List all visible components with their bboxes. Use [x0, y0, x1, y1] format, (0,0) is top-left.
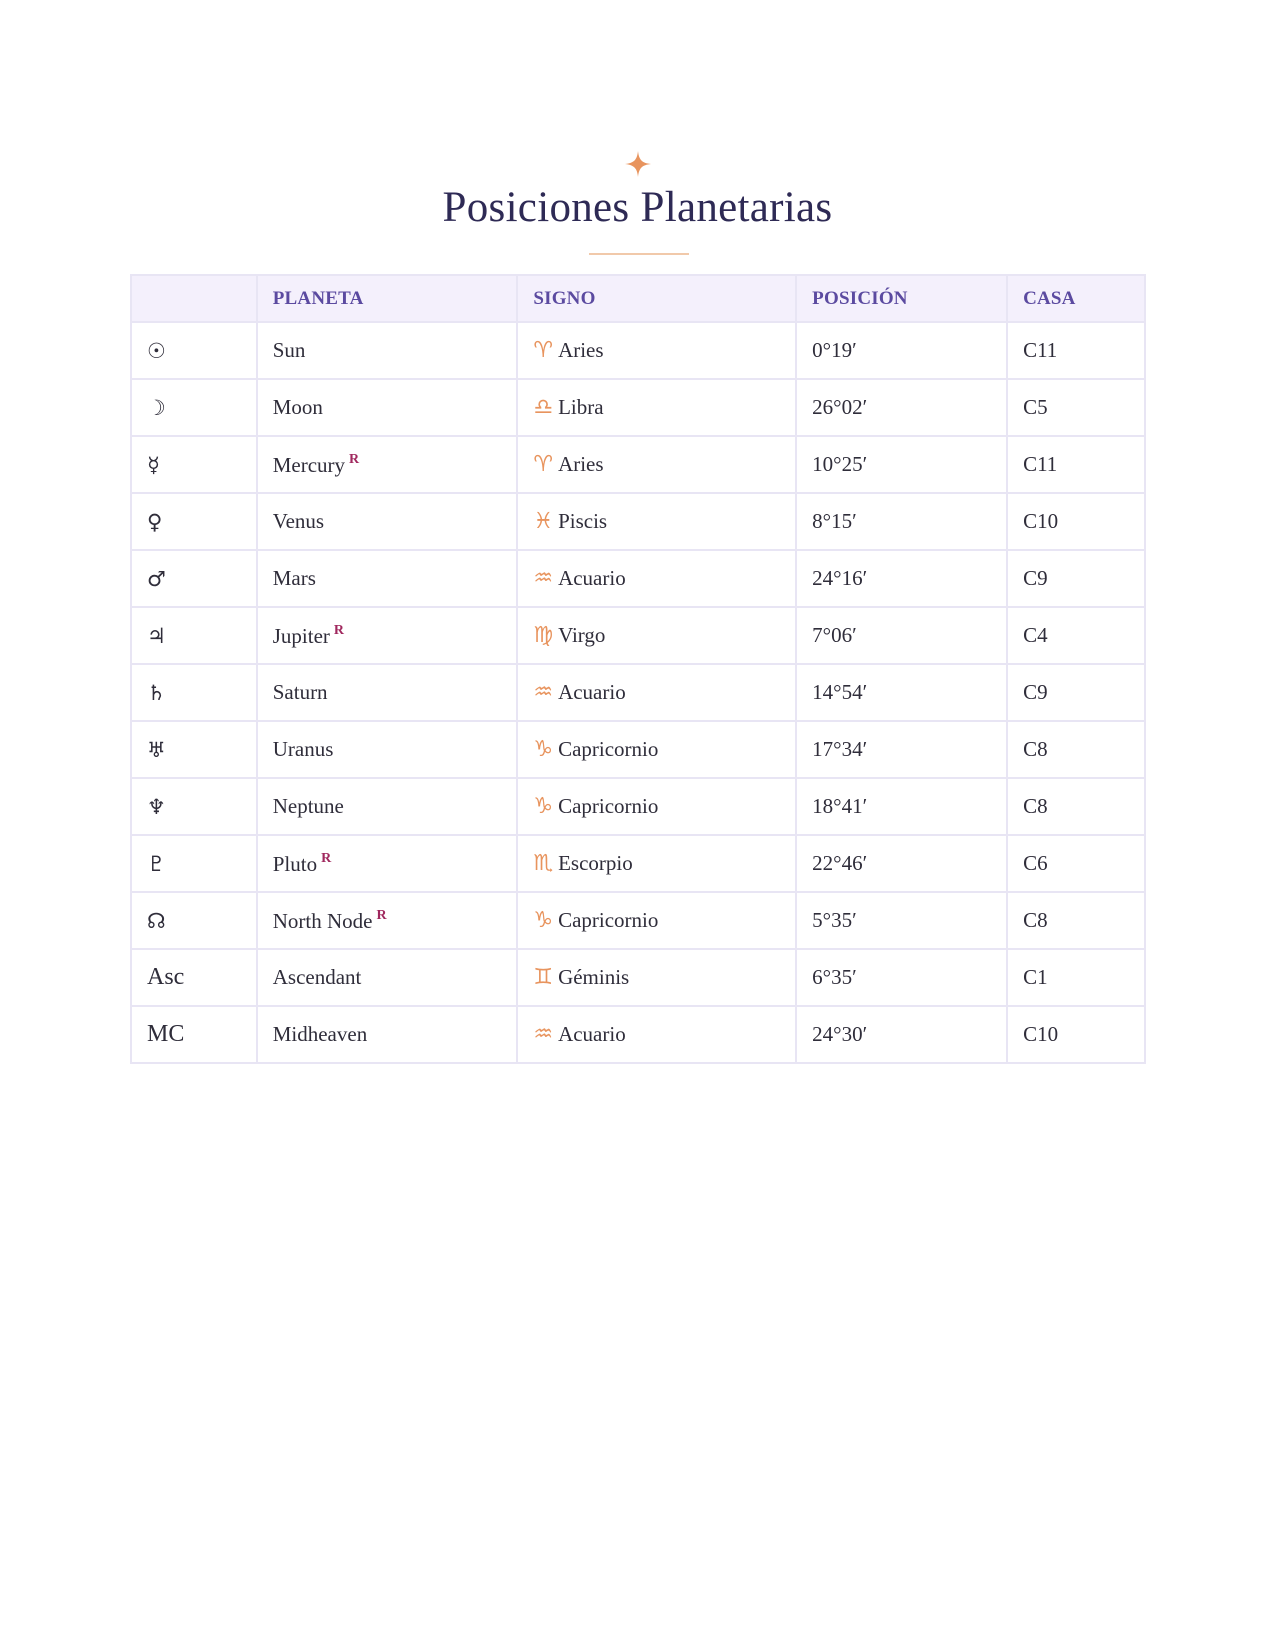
- planet-cell: [257, 721, 518, 778]
- four-point-star-icon: [625, 151, 651, 177]
- jupiter-icon: ♃: [131, 607, 257, 664]
- house-cell: C8: [1007, 778, 1145, 835]
- sign-name: Libra: [558, 395, 604, 419]
- sign-cell: [517, 436, 796, 493]
- house-cell: C1: [1007, 949, 1145, 1006]
- position-cell: 8°15′: [796, 493, 1007, 550]
- capricorn-icon: ♑: [533, 794, 554, 819]
- sign-name: Virgo: [558, 623, 606, 647]
- column-header-house: CASA: [1007, 275, 1145, 322]
- sign-cell: [517, 379, 796, 436]
- sign-cell: [517, 892, 796, 949]
- sign-name: Géminis: [558, 965, 630, 989]
- sign-cell: [517, 607, 796, 664]
- planet-name: Midheaven: [272, 1022, 368, 1046]
- planet-cell: [257, 607, 518, 664]
- house-cell: C9: [1007, 664, 1145, 721]
- column-header-planet: PLANETA: [257, 275, 518, 322]
- sign-cell: [517, 778, 796, 835]
- position-cell: 0°19′: [796, 322, 1007, 379]
- planet-name: Saturn: [272, 680, 328, 704]
- table-row: [131, 550, 1145, 607]
- sign-name: Capricornio: [558, 737, 659, 761]
- planet-name: Sun: [272, 338, 306, 362]
- planet-cell: [257, 322, 518, 379]
- planet-name: Ascendant: [272, 965, 362, 989]
- planet-name: Pluto: [272, 851, 318, 876]
- position-cell: 26°02′: [796, 379, 1007, 436]
- sign-name: Aries: [558, 338, 604, 362]
- neptune-icon: ♆: [131, 778, 257, 835]
- capricorn-icon: ♑: [533, 737, 554, 762]
- house-cell: C8: [1007, 721, 1145, 778]
- planet-cell: [257, 550, 518, 607]
- house-cell: C5: [1007, 379, 1145, 436]
- pluto-icon: ♇: [131, 835, 257, 892]
- planet-cell: [257, 778, 518, 835]
- retrograde-badge: R: [333, 622, 345, 638]
- capricorn-icon: ♑: [533, 908, 554, 933]
- planet-cell: [257, 1006, 518, 1063]
- planet-cell: [257, 892, 518, 949]
- aries-icon: ♈: [533, 338, 554, 363]
- column-header-position: POSICIÓN: [796, 275, 1007, 322]
- position-cell: 24°16′: [796, 550, 1007, 607]
- scorpio-icon: ♏: [533, 851, 554, 876]
- aquarius-icon: ♒: [533, 566, 554, 591]
- house-cell: C10: [1007, 1006, 1145, 1063]
- position-cell: 18°41′: [796, 778, 1007, 835]
- table-row: [131, 949, 1145, 1006]
- retrograde-badge: R: [376, 907, 387, 923]
- sign-name: Escorpio: [558, 851, 633, 875]
- house-cell: C10: [1007, 493, 1145, 550]
- planet-name: Mars: [272, 566, 316, 590]
- planetary-positions-table: [130, 274, 1146, 1064]
- sign-cell: [517, 1006, 796, 1063]
- mercury-icon: ☿: [131, 436, 257, 493]
- position-cell: 5°35′: [796, 892, 1007, 949]
- position-cell: 7°06′: [796, 607, 1007, 664]
- table-row: [131, 664, 1145, 721]
- mars-icon: ♂: [131, 550, 257, 607]
- position-cell: 6°35′: [796, 949, 1007, 1006]
- uranus-icon: ♅: [131, 721, 257, 778]
- position-cell: 24°30′: [796, 1006, 1007, 1063]
- aries-icon: ♈: [533, 452, 554, 477]
- table-row: [131, 607, 1145, 664]
- planet-cell: [257, 436, 518, 493]
- planet-name: Uranus: [272, 737, 334, 761]
- aquarius-icon: ♒: [533, 680, 554, 705]
- table-row: [131, 1006, 1145, 1063]
- title-divider: [589, 253, 689, 255]
- planet-name: Neptune: [272, 794, 344, 818]
- sign-cell: [517, 664, 796, 721]
- sign-cell: [517, 721, 796, 778]
- column-header-sign: SIGNO: [517, 275, 796, 322]
- table-row: [131, 379, 1145, 436]
- sign-cell: [517, 949, 796, 1006]
- retrograde-badge: R: [349, 451, 360, 467]
- gemini-icon: ♊: [533, 965, 554, 990]
- table-row: [131, 493, 1145, 550]
- planet-cell: [257, 835, 518, 892]
- table-row: [131, 835, 1145, 892]
- house-cell: C11: [1007, 436, 1145, 493]
- house-cell: C9: [1007, 550, 1145, 607]
- sign-cell: [517, 550, 796, 607]
- table-row: [131, 721, 1145, 778]
- planet-name: Jupiter: [272, 623, 330, 648]
- pisces-icon: ♓: [533, 509, 554, 534]
- planet-cell: [257, 379, 518, 436]
- house-cell: C4: [1007, 607, 1145, 664]
- house-cell: C6: [1007, 835, 1145, 892]
- column-header-glyph: [131, 275, 257, 322]
- table-row: [131, 436, 1145, 493]
- sign-name: Aries: [558, 452, 604, 476]
- midheaven-label: MC: [131, 1006, 257, 1063]
- position-cell: 10°25′: [796, 436, 1007, 493]
- table-header-row: [131, 275, 1145, 322]
- sign-name: Capricornio: [558, 908, 659, 932]
- planet-name: Venus: [272, 509, 325, 533]
- table-row: [131, 322, 1145, 379]
- planet-cell: [257, 493, 518, 550]
- aquarius-icon: ♒: [533, 1022, 554, 1047]
- moon-icon: ☽: [131, 379, 257, 436]
- sign-cell: [517, 835, 796, 892]
- venus-icon: ♀: [131, 493, 257, 550]
- sign-cell: [517, 322, 796, 379]
- sign-name: Acuario: [558, 680, 626, 704]
- table-row: [131, 892, 1145, 949]
- planet-name: Moon: [272, 395, 323, 419]
- virgo-icon: ♍: [533, 623, 554, 648]
- planet-cell: [257, 949, 518, 1006]
- sign-name: Capricornio: [558, 794, 659, 818]
- position-cell: 14°54′: [796, 664, 1007, 721]
- libra-icon: ♎: [533, 395, 554, 420]
- planet-name: North Node: [272, 908, 373, 933]
- planet-name: Mercury: [272, 452, 346, 477]
- north-node-icon: ☊: [131, 892, 257, 949]
- retrograde-badge: R: [321, 850, 332, 866]
- sign-cell: [517, 493, 796, 550]
- page-title: Posiciones Planetarias: [442, 184, 833, 231]
- position-cell: 17°34′: [796, 721, 1007, 778]
- sign-name: Piscis: [558, 509, 608, 533]
- house-cell: C8: [1007, 892, 1145, 949]
- sign-name: Acuario: [558, 1022, 626, 1046]
- position-cell: 22°46′: [796, 835, 1007, 892]
- table-row: [131, 778, 1145, 835]
- sun-icon: ☉: [131, 322, 257, 379]
- ascendant-label: Asc: [131, 949, 257, 1006]
- house-cell: C11: [1007, 322, 1145, 379]
- saturn-icon: ♄: [131, 664, 257, 721]
- sign-name: Acuario: [558, 566, 626, 590]
- planet-cell: [257, 664, 518, 721]
